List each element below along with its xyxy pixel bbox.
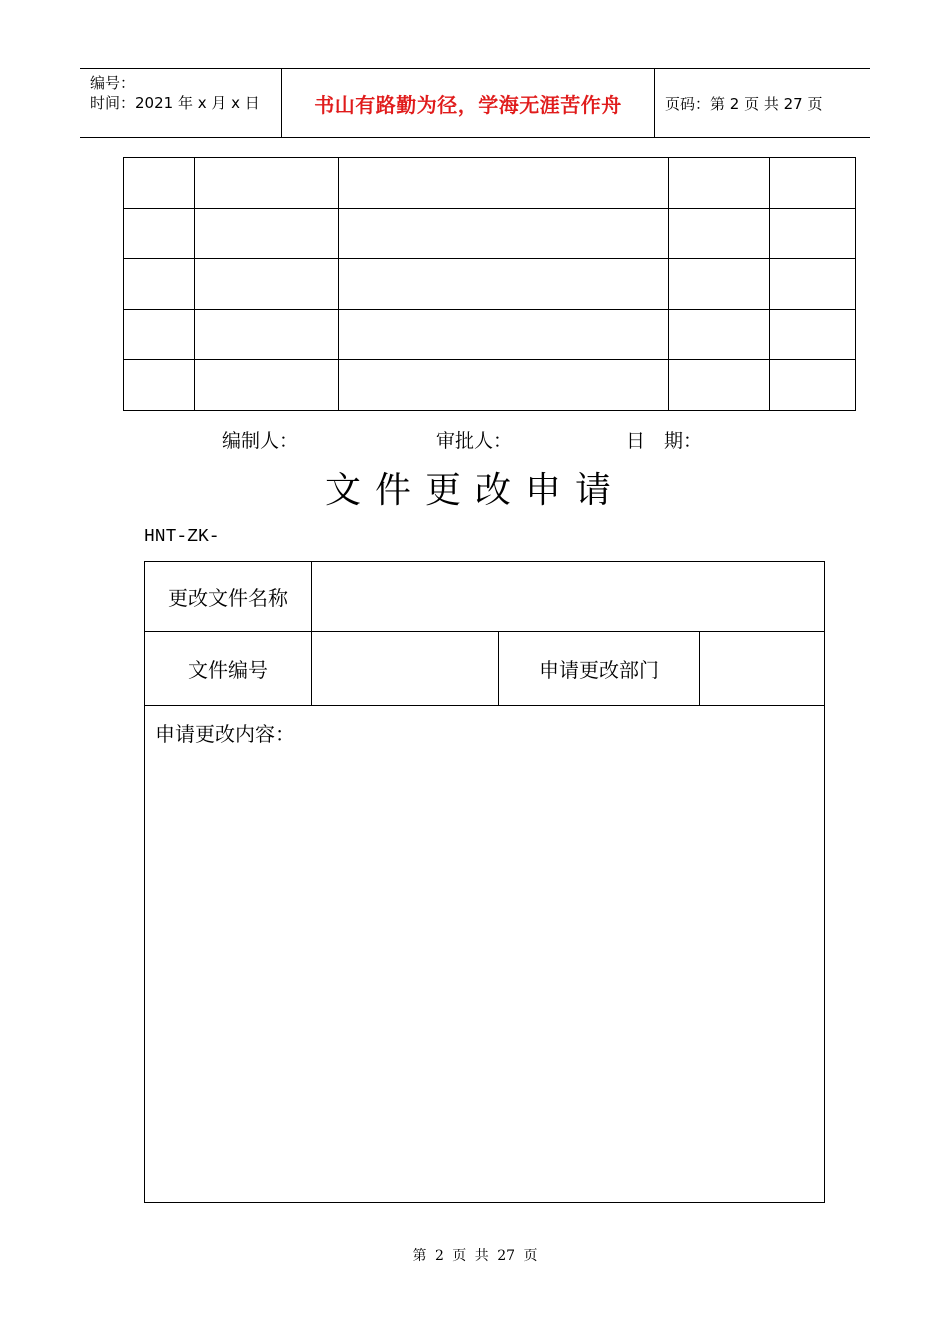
page-title: 文件更改申请	[324, 470, 625, 511]
table-row	[124, 208, 856, 259]
table-cell[interactable]	[195, 158, 339, 209]
table-cell[interactable]	[195, 208, 339, 259]
file-name-label: 更改文件名称	[168, 586, 288, 610]
number-label: 编号：	[90, 74, 136, 92]
table-cell[interactable]	[669, 360, 770, 411]
header-meta	[80, 69, 282, 137]
table-cell[interactable]	[669, 259, 770, 310]
table-cell[interactable]	[195, 360, 339, 411]
approver-label: 审批人：	[436, 430, 513, 452]
table-cell[interactable]	[339, 309, 669, 360]
blank-record-table	[123, 157, 856, 411]
date-label: 日 期：	[626, 430, 703, 452]
table-row	[124, 158, 856, 209]
table-cell[interactable]	[669, 158, 770, 209]
file-number-label: 文件编号	[188, 657, 268, 682]
file-name-field[interactable]	[312, 562, 824, 631]
change-request-form	[144, 561, 825, 1203]
content-label: 申请更改内容：	[155, 721, 295, 746]
table-cell[interactable]	[669, 208, 770, 259]
table-row	[124, 360, 856, 411]
table-cell[interactable]	[124, 158, 195, 209]
table-cell[interactable]	[339, 360, 669, 411]
table-cell[interactable]	[669, 309, 770, 360]
table-cell[interactable]	[339, 259, 669, 310]
divider	[145, 705, 824, 706]
table-cell[interactable]	[195, 259, 339, 310]
table-row	[124, 309, 856, 360]
table-cell[interactable]	[770, 309, 856, 360]
content-field[interactable]	[155, 752, 814, 1192]
document-code: HNT-ZK-	[144, 527, 220, 547]
table-cell[interactable]	[124, 208, 195, 259]
department-field[interactable]	[700, 632, 824, 705]
department-label: 申请更改部门	[539, 657, 659, 682]
table-cell[interactable]	[770, 259, 856, 310]
page-footer: 第 2 页 共 27 页	[412, 1248, 538, 1264]
table-row	[124, 259, 856, 310]
page-header	[80, 68, 870, 138]
table-cell[interactable]	[195, 309, 339, 360]
table-cell[interactable]	[124, 360, 195, 411]
table-cell[interactable]	[770, 158, 856, 209]
file-number-field[interactable]	[312, 632, 498, 705]
table-cell[interactable]	[124, 259, 195, 310]
table-cell[interactable]	[339, 208, 669, 259]
table-cell[interactable]	[124, 309, 195, 360]
time-text: 时间：2021 年 x 月 x 日	[90, 94, 260, 112]
table-cell[interactable]	[339, 158, 669, 209]
header-page-info: 页码：第 2 页 共 27 页	[665, 94, 823, 113]
table-cell[interactable]	[770, 360, 856, 411]
header-motto: 书山有路勤为径，学海无涯苦作舟	[282, 69, 655, 137]
table-cell[interactable]	[770, 208, 856, 259]
editor-label: 编制人：	[222, 430, 299, 452]
